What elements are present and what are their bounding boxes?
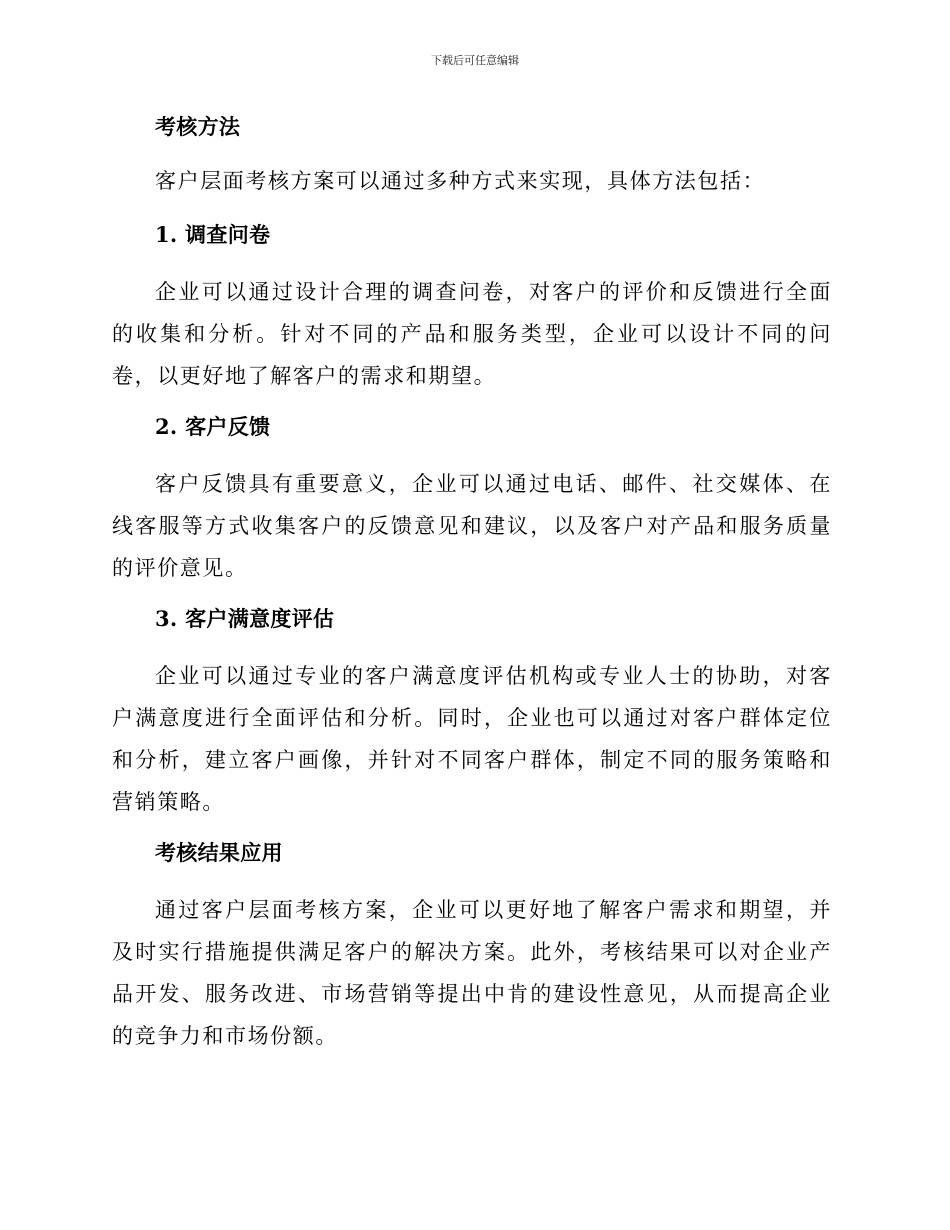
section-heading-survey: 1. 调查问卷 (155, 222, 271, 247)
section-heading-satisfaction: 3. 客户满意度评估 (155, 606, 335, 631)
section-heading-feedback: 2. 客户反馈 (155, 414, 271, 439)
feedback-paragraph: 客户反馈具有重要意义，企业可以通过电话、邮件、社交媒体、在线客服等方式收集客户的反馈意见和建议，以及客户对产品和服务质量的评价意见。 (112, 472, 832, 580)
section-heading-method: 考核方法 (155, 114, 241, 139)
satisfaction-paragraph: 企业可以通过专业的客户满意度评估机构或专业人士的协助，对客户满意度进行全面评估和分析。同时，企业也可以通过对客户群体定位和分析，建立客户画像，并针对不同客户群体，制定不同的服务策略和营销策略。 (112, 664, 832, 814)
section-heading-application: 考核结果应用 (155, 840, 283, 865)
document-body (112, 109, 832, 1069)
method-intro-paragraph: 客户层面考核方案可以通过多种方式来实现，具体方法包括： (155, 169, 766, 193)
survey-paragraph: 企业可以通过设计合理的调查问卷，对客户的评价和反馈进行全面的收集和分析。针对不同的产品和服务类型，企业可以设计不同的问卷，以更好地了解客户的需求和期望。 (112, 280, 832, 388)
application-paragraph: 通过客户层面考核方案，企业可以更好地了解客户需求和期望，并及时实行措施提供满足客户的解决方案。此外，考核结果可以对企业产品开发、服务改进、市场营销等提出中肯的建设性意见，从而提高企业的竞争力和市场份额。 (112, 898, 832, 1048)
page-header-note: 下载后可任意编辑 (431, 54, 519, 67)
